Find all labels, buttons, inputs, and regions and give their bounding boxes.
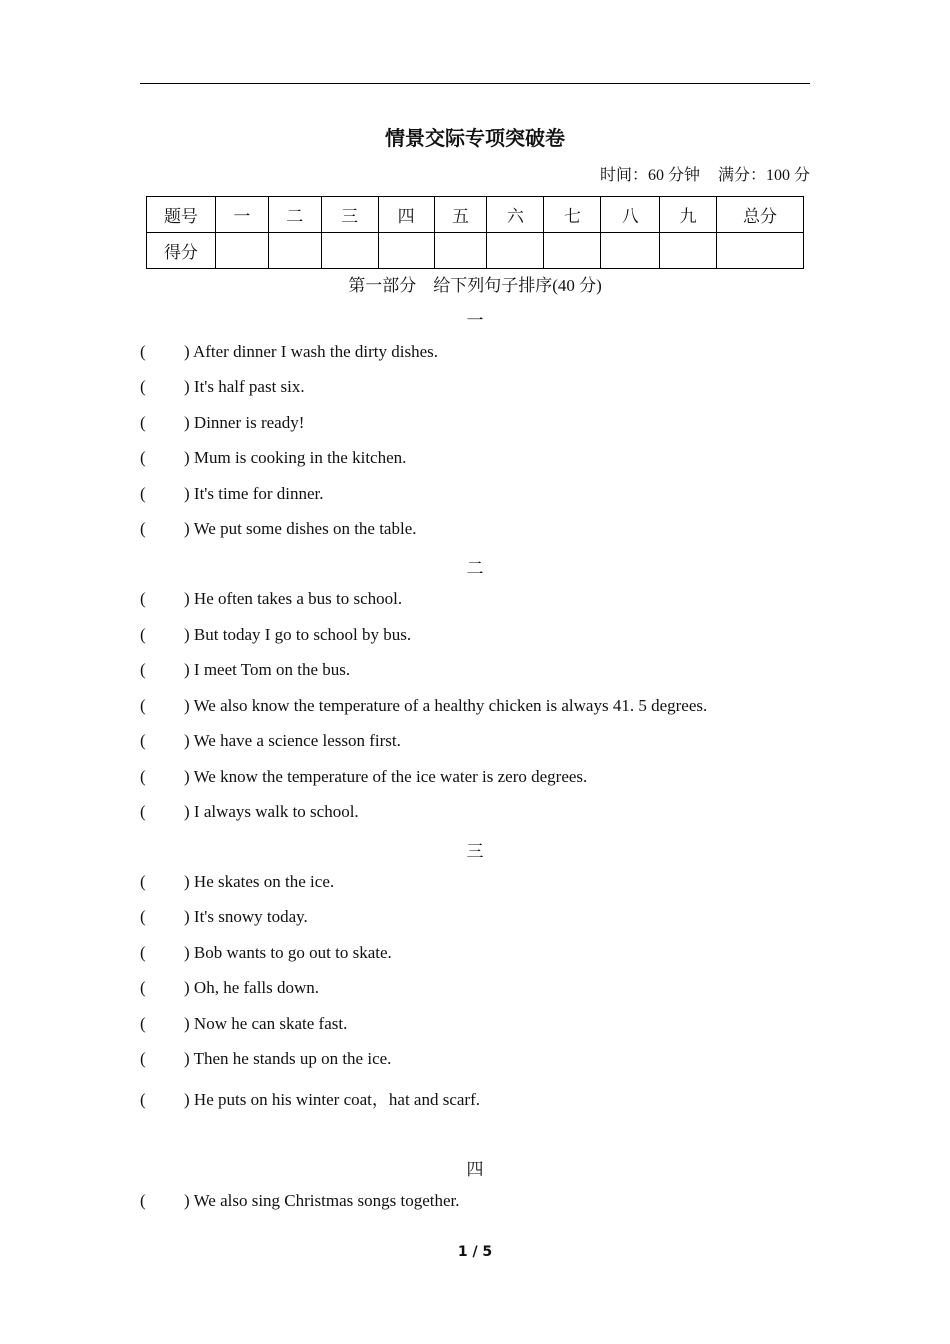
answer-blank[interactable]: ( <box>140 377 146 396</box>
part-title: 第一部分 给下列句子排序(40 分) <box>348 276 602 295</box>
answer-blank[interactable]: ( <box>140 625 146 644</box>
score-field[interactable] <box>544 233 601 269</box>
section-heading: 四 <box>466 1160 484 1179</box>
sentence-text: ) We also know the temperature of a healthy chicken is always 41. 5 degrees. <box>184 696 708 715</box>
answer-blank[interactable]: ( <box>140 413 146 432</box>
list-item <box>140 696 707 716</box>
answer-blank[interactable]: ( <box>140 767 146 786</box>
list-item <box>140 484 324 504</box>
score-table-header-row <box>147 197 804 233</box>
list-item <box>140 589 402 609</box>
sentence-text: ) We know the temperature of the ice water is zero degrees. <box>184 767 588 786</box>
sentence-text: ) We put some dishes on the table. <box>184 519 417 538</box>
list-item <box>140 625 411 645</box>
page-number: 1 / 5 <box>457 1244 493 1260</box>
answer-blank[interactable]: ( <box>140 448 146 467</box>
score-field[interactable] <box>321 233 378 269</box>
list-item <box>140 731 401 751</box>
sentence-text: ) It's time for dinner. <box>184 484 324 503</box>
list-item <box>140 660 350 680</box>
score-field[interactable] <box>717 233 804 269</box>
list-item <box>140 802 359 822</box>
answer-blank[interactable]: ( <box>140 978 146 997</box>
list-item <box>140 1049 391 1069</box>
sentence-text: ) He often takes a bus to school. <box>184 589 403 608</box>
list-item <box>140 519 417 539</box>
section-heading: 二 <box>466 559 484 578</box>
list-item <box>140 907 308 927</box>
score-table <box>146 196 804 269</box>
score-field[interactable] <box>660 233 717 269</box>
sentence-text: ) But today I go to school by bus. <box>184 625 412 644</box>
sentence-text: ) Then he stands up on the ice. <box>184 1049 392 1068</box>
sentence-text: ) He puts on his winter coat，hat and scarf. <box>184 1090 480 1109</box>
table-cell: 七 <box>544 197 601 233</box>
table-cell: 得分 <box>147 233 216 269</box>
answer-blank[interactable]: ( <box>140 731 146 750</box>
table-cell: 题号 <box>147 197 216 233</box>
sentence-text: ) I always walk to school. <box>184 802 359 821</box>
table-cell: 六 <box>487 197 544 233</box>
answer-blank[interactable]: ( <box>140 1191 146 1210</box>
table-cell: 五 <box>434 197 487 233</box>
list-item <box>140 377 305 397</box>
list-item <box>140 1191 460 1211</box>
sentence-text: ) Oh, he falls down. <box>184 978 320 997</box>
sentence-text: ) Bob wants to go out to skate. <box>184 943 392 962</box>
table-cell: 总分 <box>717 197 804 233</box>
table-cell: 三 <box>321 197 378 233</box>
table-cell: 九 <box>660 197 717 233</box>
sentence-text: ) He skates on the ice. <box>184 872 335 891</box>
score-field[interactable] <box>378 233 434 269</box>
answer-blank[interactable]: ( <box>140 907 146 926</box>
answer-blank[interactable]: ( <box>140 943 146 962</box>
list-item <box>140 978 319 998</box>
answer-blank[interactable]: ( <box>140 1049 146 1068</box>
answer-blank[interactable]: ( <box>140 519 146 538</box>
list-item <box>140 448 406 468</box>
answer-blank[interactable]: ( <box>140 589 146 608</box>
sentence-text: ) It's snowy today. <box>184 907 308 926</box>
sentence-text: ) We have a science lesson first. <box>184 731 401 750</box>
list-item <box>140 943 392 963</box>
list-item <box>140 872 334 892</box>
header-rule <box>140 83 810 84</box>
exam-meta <box>586 162 810 185</box>
score-field[interactable] <box>268 233 321 269</box>
answer-blank[interactable]: ( <box>140 872 146 891</box>
table-cell: 八 <box>601 197 660 233</box>
answer-blank[interactable]: ( <box>140 1014 146 1033</box>
sentence-text: ) It's half past six. <box>184 377 305 396</box>
list-item <box>140 413 304 433</box>
full-score: 满分：100 分 <box>717 167 810 184</box>
sentence-text: ) I meet Tom on the bus. <box>184 660 351 679</box>
sentence-text: ) We also sing Christmas songs together. <box>184 1191 460 1210</box>
section-heading: 一 <box>466 311 484 330</box>
answer-blank[interactable]: ( <box>140 484 146 503</box>
table-cell: 一 <box>215 197 268 233</box>
score-field[interactable] <box>487 233 544 269</box>
list-item <box>140 767 587 787</box>
table-cell: 四 <box>378 197 434 233</box>
answer-blank[interactable]: ( <box>140 802 146 821</box>
score-table-score-row <box>147 233 804 269</box>
answer-blank[interactable]: ( <box>140 1090 146 1109</box>
sentence-text: ) Dinner is ready! <box>184 413 305 432</box>
sentence-text: ) After dinner I wash the dirty dishes. <box>184 342 438 361</box>
score-field[interactable] <box>601 233 660 269</box>
sentence-text: ) Mum is cooking in the kitchen. <box>184 448 407 467</box>
answer-blank[interactable]: ( <box>140 696 146 715</box>
score-field[interactable] <box>434 233 487 269</box>
list-item <box>140 342 438 362</box>
answer-blank[interactable]: ( <box>140 342 146 361</box>
section-heading: 三 <box>466 842 484 861</box>
list-item <box>140 1014 347 1034</box>
sentence-text: ) Now he can skate fast. <box>184 1014 348 1033</box>
table-cell: 二 <box>268 197 321 233</box>
time-limit: 时间：60 分钟 <box>599 167 700 184</box>
score-field[interactable] <box>215 233 268 269</box>
page-title: 情景交际专项突破卷 <box>385 126 565 150</box>
list-item <box>140 1085 480 1110</box>
answer-blank[interactable]: ( <box>140 660 146 679</box>
